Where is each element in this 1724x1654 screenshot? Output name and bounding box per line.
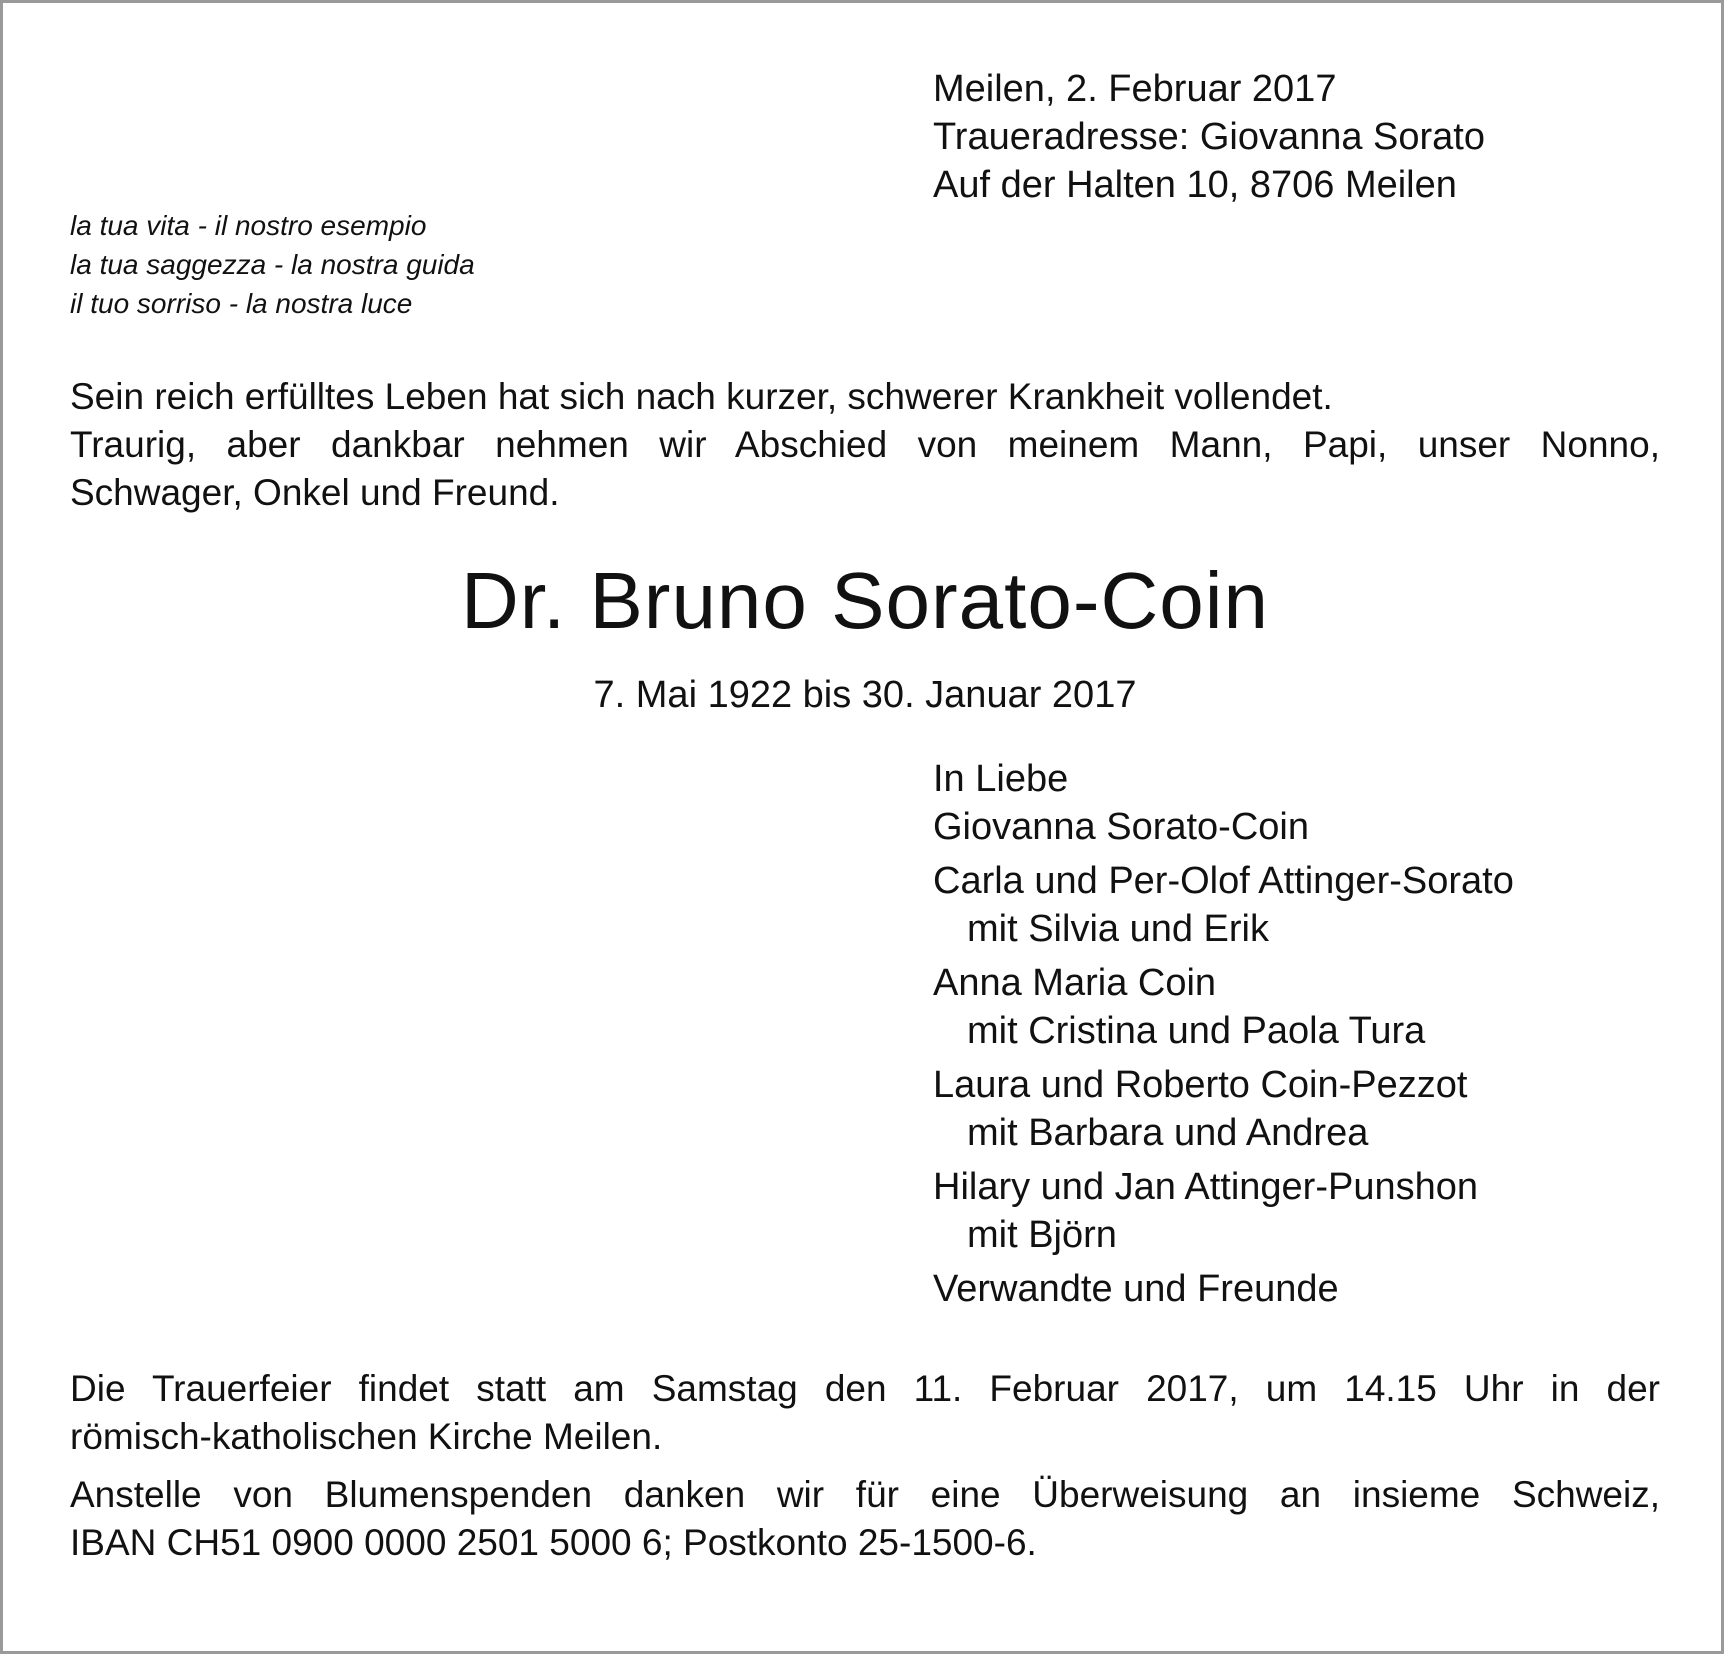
motto-line: la tua vita - il nostro esempio [70, 210, 427, 241]
service-line: Die Trauerfeier findet statt am Samstag den 11. Februar 2017, um 14.15 Uhr in der [70, 1368, 1660, 1409]
mourner-name: Verwandte und Freunde [933, 1268, 1339, 1310]
mourners-opening: In Liebe [933, 758, 1069, 800]
intro-line: Sein reich erfülltes Leben hat sich nach kurzer, schwerer Krankheit vollendet. [70, 376, 1333, 417]
funeral-service-paragraph [70, 1365, 1660, 1461]
mourning-address-street: Auf der Halten 10, 8706 Meilen [933, 164, 1457, 206]
donation-line: IBAN CH51 0900 0000 2501 5000 6; Postkonto 25-1500-6. [70, 1522, 1037, 1563]
mourner-group [933, 959, 1514, 1055]
mourner-group [933, 1265, 1514, 1313]
intro-paragraph [70, 373, 1660, 517]
italian-motto [70, 206, 475, 323]
mourner-name: Giovanna Sorato-Coin [933, 806, 1309, 848]
mourner-children: mit Silvia und Erik [967, 908, 1269, 950]
mourner-name: Laura und Roberto Coin-Pezzot [933, 1064, 1468, 1106]
place-date: Meilen, 2. Februar 2017 [933, 68, 1337, 110]
donation-paragraph [70, 1471, 1660, 1567]
header-info [933, 65, 1485, 209]
mourner-group [933, 1163, 1514, 1259]
mourner-name: Carla und Per-Olof Attinger-Sorato [933, 860, 1514, 902]
mourner-name: Hilary und Jan Attinger-Punshon [933, 1166, 1478, 1208]
mourner-children: mit Cristina und Paola Tura [967, 1010, 1426, 1052]
mourner-group [933, 857, 1514, 953]
mourner-children: mit Barbara und Andrea [967, 1112, 1369, 1154]
mourner-group [933, 1061, 1514, 1157]
mourner-children: mit Björn [967, 1214, 1117, 1256]
donation-line: Anstelle von Blumenspenden danken wir für eine Überweisung an insieme Schweiz, [70, 1474, 1660, 1515]
mourning-address-label: Traueradresse: Giovanna Sorato [933, 116, 1486, 158]
mourner-name: Anna Maria Coin [933, 962, 1217, 1004]
mourner-group [933, 803, 1514, 851]
service-line: römisch-katholischen Kirche Meilen. [70, 1416, 663, 1457]
intro-line: Schwager, Onkel und Freund. [70, 472, 560, 513]
motto-line: la tua saggezza - la nostra guida [70, 249, 475, 280]
motto-line: il tuo sorriso - la nostra luce [70, 288, 413, 319]
life-dates: 7. Mai 1922 bis 30. Januar 2017 [593, 674, 1137, 716]
intro-line: Traurig, aber dankbar nehmen wir Abschied von meinem Mann, Papi, unser Nonno, [70, 424, 1660, 465]
deceased-name: Dr. Bruno Sorato-Coin [460, 556, 1270, 645]
mourners-list [933, 755, 1514, 1313]
